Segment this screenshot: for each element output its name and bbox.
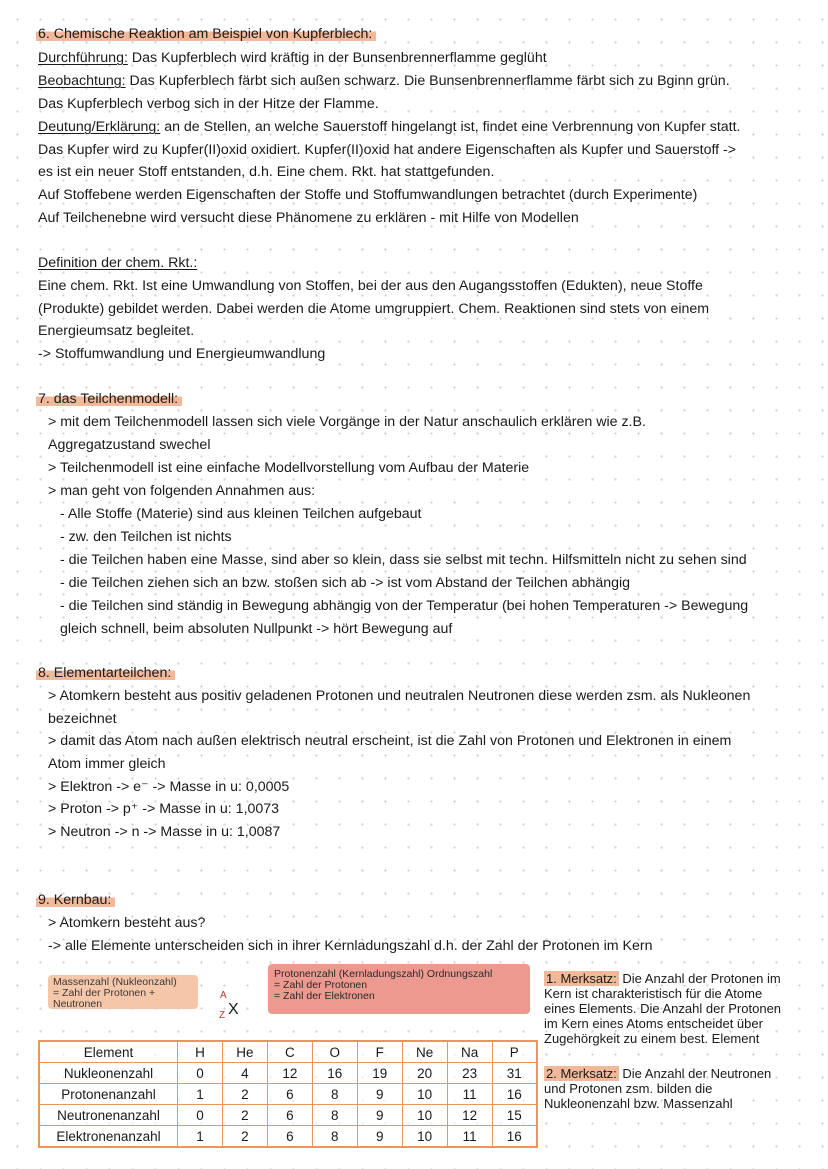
table-cell: 2 bbox=[222, 1126, 267, 1148]
table-cell: 11 bbox=[447, 1084, 492, 1105]
kernbau-line-2: -> alle Elemente unterscheiden sich in ihrer Kernladungszahl d.h. der Zahl der Protonen im Kern bbox=[48, 938, 653, 954]
elektron-line: > Elektron -> e⁻ -> Masse in u: 0,0005 bbox=[48, 779, 290, 795]
beobachtung-line: Beobachtung: Das Kupferblech färbt sich außen schwarz. Die Bunsenbrennerflamme färbt sich zu Bginn grün. bbox=[38, 73, 730, 89]
table-cell: 8 bbox=[312, 1126, 357, 1148]
table-cell: Protonenanzahl bbox=[39, 1084, 178, 1105]
section-9-title: 9. Kernbau: bbox=[38, 891, 115, 909]
table-cell: 12 bbox=[447, 1105, 492, 1126]
table-cell: 16 bbox=[492, 1084, 537, 1105]
table-cell: 20 bbox=[402, 1063, 447, 1084]
table-cell: 2 bbox=[222, 1105, 267, 1126]
elementar-line-1: > Atomkern besteht aus positiv geladenen Protonen und neutralen Neutronen diese werden zsm. als Nukleonen bbox=[48, 688, 751, 704]
table-cell: 16 bbox=[312, 1063, 357, 1084]
table-header-cell: Ne bbox=[402, 1041, 447, 1063]
table-header-cell: Element bbox=[39, 1041, 178, 1063]
elementar-line-2: bezeichnet bbox=[48, 711, 117, 727]
table-cell: 11 bbox=[447, 1126, 492, 1148]
merksatz-2: 2. Merksatz: Die Anzahl der Neutronen und Protonen zsm. bilden die Nukleonenzahl bzw. Massenzahl bbox=[544, 1066, 772, 1111]
massenzahl-note: Massenzahl (Nukleonzahl) = Zahl der Protonen + Neutronen bbox=[53, 976, 177, 1010]
protonenzahl-note: Protonenzahl (Kernladungszahl) Ordnungszahl = Zahl der Protonen = Zahl der Elektronen bbox=[274, 968, 493, 1002]
teilchen-line-7: - die Teilchen haben eine Masse, sind aber so klein, dass sie selbst mit techn. Hilfsmitteln nicht zu sehen sind bbox=[60, 552, 747, 568]
kernbau-line-1: > Atomkern besteht aus? bbox=[48, 915, 206, 931]
table-cell: 6 bbox=[267, 1126, 312, 1148]
table-cell: 1 bbox=[178, 1126, 223, 1148]
table-cell: Nukleonenzahl bbox=[39, 1063, 178, 1084]
deutung-line-3: es ist ein neuer Stoff entstanden, d.h. Eine chem. Rkt. hat stattgefunden. bbox=[38, 164, 495, 180]
merksatz-1-label: 1. Merksatz: bbox=[546, 971, 617, 986]
deutung-line-2: Das Kupfer wird zu Kupfer(II)oxid oxidiert. Kupfer(II)oxid hat andere Eigenschaften als Kupfer und Sauerstoff -> bbox=[38, 142, 737, 158]
beobachtung-label: Beobachtung: bbox=[38, 73, 126, 89]
table-cell: 6 bbox=[267, 1105, 312, 1126]
table-header-row bbox=[39, 1041, 537, 1063]
neutron-line: > Neutron -> n -> Masse in u: 1,0087 bbox=[48, 824, 281, 840]
deutung-line: Deutung/Erklärung: an de Stellen, an welche Sauerstoff hingelangt ist, findet eine Verbrennung von Kupfer statt. bbox=[38, 119, 741, 135]
section-8-title: 8. Elementarteilchen: bbox=[38, 664, 175, 682]
table-row bbox=[39, 1084, 537, 1105]
table-row bbox=[39, 1126, 537, 1148]
teilchen-line-1: > mit dem Teilchenmodell lassen sich viele Vorgänge in der Natur anschaulich erklären wie z.B. bbox=[48, 414, 646, 430]
table-cell: 9 bbox=[357, 1084, 402, 1105]
proton-line: > Proton -> p⁺ -> Masse in u: 1,0073 bbox=[48, 801, 280, 817]
merksatz-2-label: 2. Merksatz: bbox=[546, 1066, 617, 1081]
table-cell: 16 bbox=[492, 1126, 537, 1148]
teilchen-line-10: gleich schnell, beim absoluten Nullpunkt -> hört Bewegung auf bbox=[60, 621, 453, 637]
teilchen-line-3: > Teilchenmodell ist eine einfache Modellvorstellung vom Aufbau der Materie bbox=[48, 460, 530, 476]
table-cell: 8 bbox=[312, 1084, 357, 1105]
definition-line-1: Eine chem. Rkt. Ist eine Umwandlung von Stoffen, bei der aus den Augangsstoffen (Edukten), neue Stoffe bbox=[38, 278, 703, 294]
table-header-cell: F bbox=[357, 1041, 402, 1063]
teilchen-line-5: - Alle Stoffe (Materie) sind aus kleinen Teilchen aufgebaut bbox=[60, 506, 422, 522]
section-7-title: 7. das Teilchenmodell: bbox=[38, 390, 182, 408]
teilchenebene-line: Auf Teilchenebne wird versucht diese Phänomene zu erklären - mit Hilfe von Modellen bbox=[38, 210, 579, 226]
teilchen-line-2: Aggregatzustand swechel bbox=[48, 437, 211, 453]
table-cell: 10 bbox=[402, 1084, 447, 1105]
elementar-line-3: > damit das Atom nach außen elektrisch neutral erscheint, ist die Zahl von Protonen und Elektronen in einem bbox=[48, 733, 732, 749]
deutung-label: Deutung/Erklärung: bbox=[38, 119, 161, 135]
table-cell: 9 bbox=[357, 1126, 402, 1148]
table-cell: Neutronenanzahl bbox=[39, 1105, 178, 1126]
table-cell: 9 bbox=[357, 1105, 402, 1126]
atomic-number-symbol: Z bbox=[219, 1010, 226, 1021]
teilchen-line-9: - die Teilchen sind ständig in Bewegung abhängig von der Temperatur (bei hohen Temperaturen -> Bewegung bbox=[60, 598, 749, 614]
table-cell: 15 bbox=[492, 1105, 537, 1126]
table-cell: 1 bbox=[178, 1084, 223, 1105]
durchfuehrung-line: Durchführung: Das Kupferblech wird kräftig in der Bunsenbrennerflamme geglüht bbox=[38, 50, 547, 66]
beobachtung-line-2: Das Kupferblech verbog sich in der Hitze der Flamme. bbox=[38, 96, 379, 112]
definition-title: Definition der chem. Rkt.: bbox=[38, 255, 198, 271]
table-header-cell: P bbox=[492, 1041, 537, 1063]
durchfuehrung-label: Durchführung: bbox=[38, 50, 128, 66]
table-cell: Elektronenanzahl bbox=[39, 1126, 178, 1148]
table-cell: 10 bbox=[402, 1126, 447, 1148]
table-cell: 19 bbox=[357, 1063, 402, 1084]
mass-number-symbol: A bbox=[220, 990, 227, 1001]
table-cell: 23 bbox=[447, 1063, 492, 1084]
table-header-cell: H bbox=[178, 1041, 223, 1063]
table-cell: 0 bbox=[178, 1063, 223, 1084]
merksatz-1: 1. Merksatz: Die Anzahl der Protonen im Kern ist charakteristisch für die Atome eines Elements. Die Anzahl der Protonen im Kern eines Atoms entscheidet über Zugehörgkeit zu einem best. Element bbox=[544, 971, 782, 1046]
section-6-title: 6. Chemische Reaktion am Beispiel von Kupferblech: bbox=[38, 25, 376, 43]
table-header-cell: O bbox=[312, 1041, 357, 1063]
definition-line-4: -> Stoffumwandlung und Energieumwandlung bbox=[38, 346, 326, 362]
stoffebene-line: Auf Stoffebene werden Eigenschaften der Stoffe und Stoffumwandlungen betrachtet (durch Experimente) bbox=[38, 187, 698, 203]
table-row bbox=[39, 1105, 537, 1126]
teilchen-line-6: - zw. den Teilchen ist nichts bbox=[60, 529, 232, 545]
table-cell: 2 bbox=[222, 1084, 267, 1105]
table-cell: 4 bbox=[222, 1063, 267, 1084]
definition-line-2: (Produkte) gebildet werden. Dabei werden die Atome umgruppiert. Chem. Reaktionen sind stets von einem bbox=[38, 301, 710, 317]
table-cell: 8 bbox=[312, 1105, 357, 1126]
table-cell: 6 bbox=[267, 1084, 312, 1105]
definition-line-3: Energieumsatz begleitet. bbox=[38, 323, 195, 339]
teilchen-line-8: - die Teilchen ziehen sich an bzw. stoßen sich ab -> ist vom Abstand der Teilchen abhängig bbox=[60, 575, 631, 591]
elementar-line-4: Atom immer gleich bbox=[48, 756, 166, 772]
table-row bbox=[39, 1063, 537, 1084]
element-table bbox=[38, 1040, 538, 1148]
teilchen-line-4: > man geht von folgenden Annahmen aus: bbox=[48, 483, 316, 499]
table-header-cell: He bbox=[222, 1041, 267, 1063]
table-cell: 31 bbox=[492, 1063, 537, 1084]
table-header-cell: C bbox=[267, 1041, 312, 1063]
table-cell: 12 bbox=[267, 1063, 312, 1084]
element-symbol: X bbox=[228, 1001, 239, 1018]
table-cell: 10 bbox=[402, 1105, 447, 1126]
table-header-cell: Na bbox=[447, 1041, 492, 1063]
table-cell: 0 bbox=[178, 1105, 223, 1126]
